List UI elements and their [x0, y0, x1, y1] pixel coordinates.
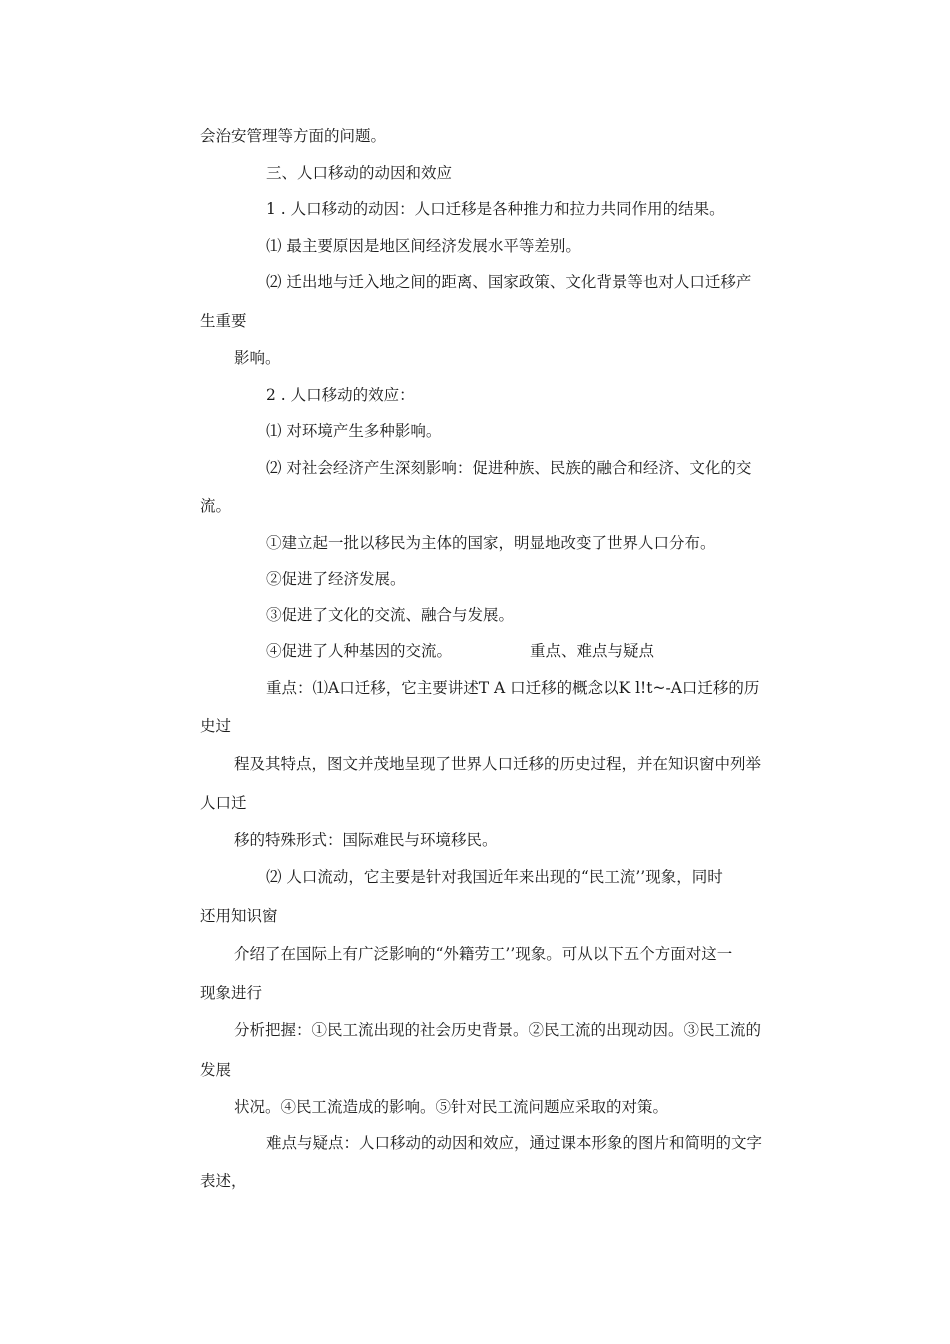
text-line-13: ②促进了经济发展。	[266, 570, 406, 588]
text-line-24: 现象进行	[200, 984, 263, 1002]
text-line-25: 分析把握：①民工流出现的社会历史背景。②民工流的出现动因。③民工流的	[234, 1021, 762, 1039]
text-line-3: 1 . 人口移动的动因：人口迁移是各种推力和拉力共同作用的结果。	[266, 200, 725, 218]
text-line-23: 介绍了在国际上有广泛影响的“外籍劳工’’现象。可从以下五个方面对这一	[234, 945, 733, 963]
text-line-19: 人口迁	[200, 794, 247, 812]
text-line-10: ⑵ 对社会经济产生深刻影响：促进种族、民族的融合和经济、文化的交	[266, 459, 752, 477]
text-line-29: 表述，	[200, 1172, 247, 1190]
text-line-26: 发展	[200, 1061, 232, 1079]
text-line-21: ⑵ 人口流动，它主要是针对我国近年来出现的“民工流’’现象，同时	[266, 868, 723, 886]
text-line-12: ①建立起一批以移民为主体的国家，明显地改变了世界人口分布。	[266, 534, 716, 552]
subsection-heading: 重点、难点与疑点	[530, 642, 655, 660]
text-line-4: ⑴ 最主要原因是地区间经济发展水平等差别。	[266, 237, 581, 255]
text-line-28: 难点与疑点：人口移动的动因和效应，通过课本形象的图片和简明的文字	[266, 1134, 763, 1152]
text-line-15-main: ④促进了人种基因的交流。	[266, 642, 453, 660]
text-line-15	[266, 641, 654, 661]
text-line-16: 重点：⑴A口迁移，它主要讲述T A 口迁移的概念以K l!t~-A口迁移的历	[266, 679, 760, 697]
text-line-27: 状况。④民工流造成的影响。⑤针对民工流问题应采取的对策。	[234, 1098, 669, 1116]
text-line-7: 影响。	[234, 349, 281, 367]
text-line-1: 会治安管理等方面的问题。	[200, 127, 387, 145]
text-line-9: ⑴ 对环境产生多种影响。	[266, 422, 442, 440]
text-line-18: 程及其特点，图文并茂地呈现了世界人口迁移的历史过程，并在知识窗中列举	[234, 755, 762, 773]
text-line-8: 2 . 人口移动的效应：	[266, 386, 415, 404]
section-heading: 三、人口移动的动因和效应	[266, 164, 453, 182]
text-line-5: ⑵ 迁出地与迁入地之间的距离、国家政策、文化背景等也对人口迁移产	[266, 273, 752, 291]
text-line-6: 生重要	[200, 312, 247, 330]
text-line-20: 移的特殊形式：国际难民与环境移民。	[234, 831, 498, 849]
text-line-14: ③促进了文化的交流、融合与发展。	[266, 606, 515, 624]
text-line-11: 流。	[200, 497, 232, 515]
text-line-17: 史过	[200, 717, 232, 735]
text-line-22: 还用知识窗	[200, 907, 278, 925]
